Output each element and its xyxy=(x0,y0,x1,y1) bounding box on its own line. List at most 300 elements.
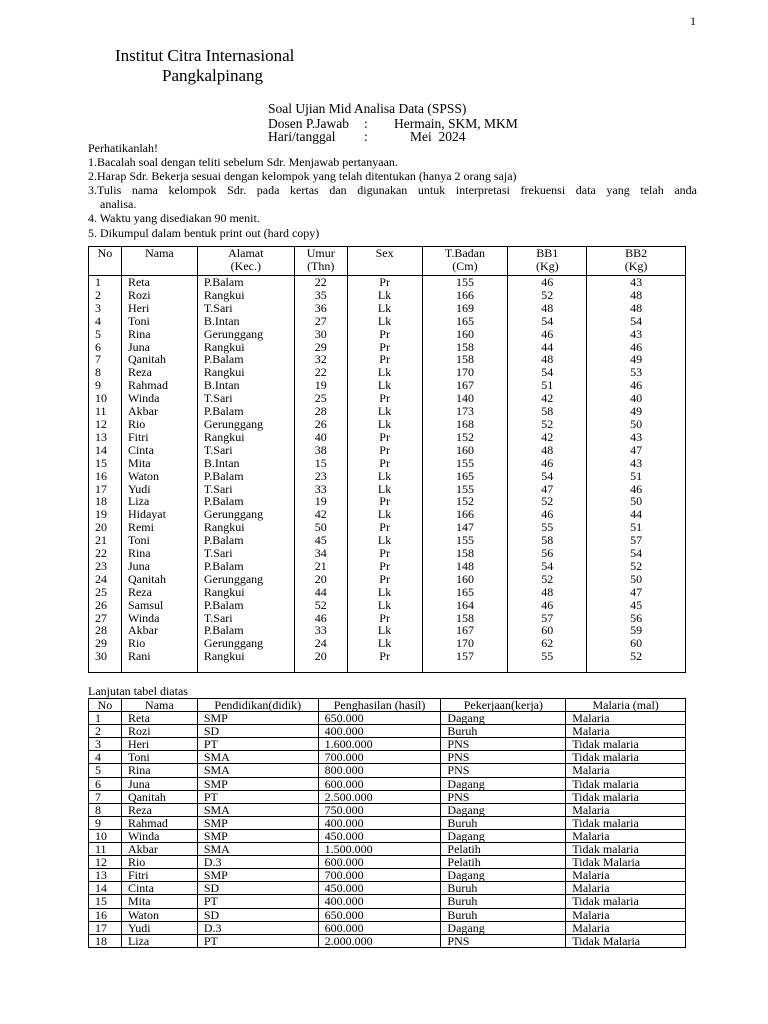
table-cell: 27 xyxy=(294,315,347,328)
table-cell: 26 xyxy=(294,418,347,431)
table-cell: Yudi xyxy=(121,921,197,934)
table-cell: 54 xyxy=(508,560,587,573)
table-cell: Lk xyxy=(347,379,422,392)
table-cell: T.Sari xyxy=(197,302,294,315)
table-cell: 158 xyxy=(422,547,508,560)
table-cell: P.Balam xyxy=(197,560,294,573)
dosen-colon: : xyxy=(364,116,368,131)
table-cell: Toni xyxy=(121,751,197,764)
table-cell: 160 xyxy=(422,573,508,586)
table-cell: 18 xyxy=(89,934,122,947)
table-cell: 23 xyxy=(294,470,347,483)
table-row xyxy=(89,289,686,302)
table-row xyxy=(89,869,686,882)
table-row xyxy=(89,431,686,444)
table-cell: 155 xyxy=(422,276,508,289)
table-cell: 400.000 xyxy=(318,725,441,738)
table-cell: Buruh xyxy=(441,895,566,908)
table-header-row xyxy=(89,699,686,712)
table-cell: 48 xyxy=(508,444,587,457)
table-cell: 48 xyxy=(587,289,686,302)
table-cell: 46 xyxy=(508,508,587,521)
table-cell: Mita xyxy=(121,457,197,470)
table-row xyxy=(89,725,686,738)
table-cell: T.Sari xyxy=(197,612,294,625)
table-row xyxy=(89,829,686,842)
table-row xyxy=(89,302,686,315)
table-row xyxy=(89,470,686,483)
table-cell: Rozi xyxy=(121,289,197,302)
table-cell: Rangkui xyxy=(197,341,294,354)
instruction-item-continued: analisa. xyxy=(100,197,137,212)
table-cell: SMA xyxy=(197,843,318,856)
table-cell: 57 xyxy=(587,534,686,547)
table-cell: 600.000 xyxy=(318,921,441,934)
table-cell: 43 xyxy=(587,431,686,444)
table-cell: 157 xyxy=(422,650,508,672)
table-cell: P.Balam xyxy=(197,624,294,637)
table-cell: Malaria xyxy=(566,869,686,882)
table-cell: 173 xyxy=(422,405,508,418)
table-cell: Gerunggang xyxy=(197,418,294,431)
column-header-unit: (Kg) xyxy=(624,259,648,273)
table-cell: 12 xyxy=(89,418,122,431)
table-cell: 44 xyxy=(587,508,686,521)
table-row xyxy=(89,650,686,672)
table-cell: Akbar xyxy=(121,843,197,856)
table-cell: 9 xyxy=(89,379,122,392)
table-cell: Toni xyxy=(121,315,197,328)
table-cell: 25 xyxy=(89,586,122,599)
table-cell: Pr xyxy=(347,547,422,560)
table-cell: 4 xyxy=(89,751,122,764)
column-header-label: Sex xyxy=(375,246,394,260)
table-cell: Pelatih xyxy=(441,856,566,869)
table-cell: 650.000 xyxy=(318,908,441,921)
table-cell: 46 xyxy=(587,483,686,496)
table-cell: Lk xyxy=(347,508,422,521)
table-cell: 140 xyxy=(422,392,508,405)
table-cell: 43 xyxy=(587,276,686,289)
table-cell: 21 xyxy=(89,534,122,547)
table-cell: B.Intan xyxy=(197,379,294,392)
table-cell: 60 xyxy=(587,637,686,650)
table-cell: 27 xyxy=(89,612,122,625)
page-number: 1 xyxy=(690,14,696,28)
continuation-table xyxy=(88,698,686,948)
table-cell: 5 xyxy=(89,328,122,341)
table-cell: Tidak malaria xyxy=(566,895,686,908)
table-cell: Rina xyxy=(121,547,197,560)
table-cell: Reza xyxy=(121,366,197,379)
table-cell: P.Balam xyxy=(197,534,294,547)
table-cell: 167 xyxy=(422,624,508,637)
table-cell: 8 xyxy=(89,803,122,816)
table-cell: Malaria xyxy=(566,829,686,842)
table-cell: Akbar xyxy=(121,405,197,418)
table-cell: 56 xyxy=(508,547,587,560)
table-cell: Rangkui xyxy=(197,650,294,672)
table-cell: Reza xyxy=(121,586,197,599)
table-cell: Pr xyxy=(347,521,422,534)
table-cell: Juna xyxy=(121,560,197,573)
table-row xyxy=(89,315,686,328)
column-header-unit: (Thn) xyxy=(307,259,335,273)
table-cell: Malaria xyxy=(566,712,686,725)
table-cell: 600.000 xyxy=(318,777,441,790)
column-header-label: Alamat xyxy=(228,246,264,260)
table-cell: 46 xyxy=(508,276,587,289)
table-cell: P.Balam xyxy=(197,470,294,483)
table-cell: 158 xyxy=(422,341,508,354)
table-row xyxy=(89,573,686,586)
column-header: No xyxy=(89,699,122,712)
table-cell: Dagang xyxy=(441,712,566,725)
table-cell: 7 xyxy=(89,790,122,803)
table-cell: SMA xyxy=(197,803,318,816)
table-cell: Pr xyxy=(347,573,422,586)
table-cell: Yudi xyxy=(121,483,197,496)
instruction-item: 5. Dikumpul dalam bentuk print out (hard copy) xyxy=(88,225,320,240)
table-cell: 10 xyxy=(89,392,122,405)
table-cell: Dagang xyxy=(441,921,566,934)
instructions-intro: Perhatikanlah! xyxy=(88,141,158,155)
table-cell: 57 xyxy=(508,612,587,625)
table-cell: 58 xyxy=(508,534,587,547)
table-cell: 158 xyxy=(422,353,508,366)
table-cell: 1.600.000 xyxy=(318,738,441,751)
table-cell: Malaria xyxy=(566,921,686,934)
table-cell: Malaria xyxy=(566,908,686,921)
table-cell: B.Intan xyxy=(197,457,294,470)
table-cell: Pr xyxy=(347,444,422,457)
table-cell: Qanitah xyxy=(121,353,197,366)
table-cell: 36 xyxy=(294,302,347,315)
table-cell: Dagang xyxy=(441,829,566,842)
table-cell: 7 xyxy=(89,353,122,366)
table-cell: Dagang xyxy=(441,803,566,816)
table-cell: 52 xyxy=(587,560,686,573)
table-row xyxy=(89,934,686,947)
table-cell: 12 xyxy=(89,856,122,869)
table-cell: 53 xyxy=(587,366,686,379)
table-cell: 6 xyxy=(89,777,122,790)
table-cell: 52 xyxy=(294,599,347,612)
column-header-unit: (Kg) xyxy=(535,259,559,273)
table-cell: Juna xyxy=(121,341,197,354)
table-cell: Pr xyxy=(347,457,422,470)
table-cell: Tidak malaria xyxy=(566,751,686,764)
table-cell: P.Balam xyxy=(197,495,294,508)
table-cell: Pr xyxy=(347,560,422,573)
table-cell: 42 xyxy=(508,392,587,405)
table-cell: 400.000 xyxy=(318,816,441,829)
column-header xyxy=(347,247,422,276)
column-header xyxy=(422,247,508,276)
table-cell: Gerunggang xyxy=(197,637,294,650)
table-cell: 54 xyxy=(587,315,686,328)
table-cell: SMP xyxy=(197,777,318,790)
table-cell: 23 xyxy=(89,560,122,573)
table-row xyxy=(89,418,686,431)
table-cell: P.Balam xyxy=(197,599,294,612)
table-cell: 51 xyxy=(508,379,587,392)
table-cell: 30 xyxy=(294,328,347,341)
table-cell: 46 xyxy=(508,457,587,470)
table-cell: 40 xyxy=(294,431,347,444)
column-header: Malaria (mal) xyxy=(566,699,686,712)
table-cell: 59 xyxy=(587,624,686,637)
table-cell: Rani xyxy=(121,650,197,672)
table-cell: 34 xyxy=(294,547,347,560)
table-cell: 52 xyxy=(508,418,587,431)
table-cell: Pr xyxy=(347,612,422,625)
table-cell: PT xyxy=(197,934,318,947)
table-cell: 55 xyxy=(508,521,587,534)
table-cell: Rangkui xyxy=(197,521,294,534)
table-cell: 19 xyxy=(294,379,347,392)
table-cell: 29 xyxy=(294,341,347,354)
table-cell: 1 xyxy=(89,276,122,289)
table-row xyxy=(89,328,686,341)
table-cell: 22 xyxy=(294,366,347,379)
table-cell: 49 xyxy=(587,405,686,418)
table-cell: 19 xyxy=(89,508,122,521)
table-cell: Pr xyxy=(347,353,422,366)
column-header xyxy=(89,247,122,276)
table-cell: 155 xyxy=(422,534,508,547)
table-cell: 152 xyxy=(422,495,508,508)
instruction-item: 3.Tulis nama kelompok Sdr. pada kertas dan digunakan untuk interpretasi frekuensi data yang telah anda xyxy=(88,183,697,198)
table-cell: Lk xyxy=(347,599,422,612)
table-cell: 54 xyxy=(587,547,686,560)
table-cell: Tidak malaria xyxy=(566,816,686,829)
table-cell: 33 xyxy=(294,624,347,637)
table-cell: Rahmad xyxy=(121,816,197,829)
table-cell: P.Balam xyxy=(197,353,294,366)
table-cell: 43 xyxy=(587,328,686,341)
table-cell: 450.000 xyxy=(318,882,441,895)
table-cell: Buruh xyxy=(441,882,566,895)
table-cell: 17 xyxy=(89,483,122,496)
table-cell: 35 xyxy=(294,289,347,302)
table-cell: Juna xyxy=(121,777,197,790)
table-cell: T.Sari xyxy=(197,547,294,560)
table-cell: SD xyxy=(197,725,318,738)
table-cell: 19 xyxy=(294,495,347,508)
table-cell: Malaria xyxy=(566,803,686,816)
table-cell: 800.000 xyxy=(318,764,441,777)
table-cell: 148 xyxy=(422,560,508,573)
column-header: Penghasilan (hasil) xyxy=(318,699,441,712)
table-cell: 54 xyxy=(508,366,587,379)
table-cell: 160 xyxy=(422,444,508,457)
table-cell: Buruh xyxy=(441,908,566,921)
instruction-item: 1.Bacalah soal dengan teliti sebelum Sdr. Menjawab pertanyaan. xyxy=(88,155,398,170)
table-cell: Qanitah xyxy=(121,573,197,586)
table-cell: Fitri xyxy=(121,431,197,444)
table-cell: D.3 xyxy=(197,921,318,934)
table-cell: 22 xyxy=(294,276,347,289)
table-cell: Winda xyxy=(121,392,197,405)
column-header-label: Umur xyxy=(306,246,335,260)
table-cell: Lk xyxy=(347,483,422,496)
table-cell: Lk xyxy=(347,586,422,599)
table-cell: Liza xyxy=(121,495,197,508)
table-cell: PNS xyxy=(441,751,566,764)
table-cell: 11 xyxy=(89,405,122,418)
table-cell: 750.000 xyxy=(318,803,441,816)
table-cell: Liza xyxy=(121,934,197,947)
table-cell: Pr xyxy=(347,341,422,354)
table-cell: 16 xyxy=(89,470,122,483)
table-cell: 14 xyxy=(89,882,122,895)
table-cell: 44 xyxy=(294,586,347,599)
table-row xyxy=(89,586,686,599)
table-cell: 14 xyxy=(89,444,122,457)
table-cell: SMP xyxy=(197,712,318,725)
table-cell: 52 xyxy=(508,573,587,586)
table-cell: 450.000 xyxy=(318,829,441,842)
table-cell: 165 xyxy=(422,470,508,483)
table-row xyxy=(89,856,686,869)
table-cell: 48 xyxy=(587,302,686,315)
table-cell: 25 xyxy=(294,392,347,405)
table-cell: 47 xyxy=(587,444,686,457)
table-cell: 24 xyxy=(294,637,347,650)
table-cell: 20 xyxy=(294,573,347,586)
table-cell: Lk xyxy=(347,624,422,637)
table-cell: Rangkui xyxy=(197,289,294,302)
table-cell: 700.000 xyxy=(318,751,441,764)
instructions xyxy=(88,141,697,240)
table-cell: Tidak Malaria xyxy=(566,934,686,947)
table-cell: 650.000 xyxy=(318,712,441,725)
table-cell: 50 xyxy=(587,418,686,431)
table-cell: 700.000 xyxy=(318,869,441,882)
table-cell: SMP xyxy=(197,829,318,842)
table-cell: Rangkui xyxy=(197,586,294,599)
instruction-item: 2.Harap Sdr. Bekerja sesuai dengan kelompok yang telah ditentukan (hanya 2 orang saja) xyxy=(88,169,517,184)
table-cell: 15 xyxy=(89,895,122,908)
table-cell: 47 xyxy=(508,483,587,496)
table-cell: Malaria xyxy=(566,882,686,895)
table-cell: 47 xyxy=(587,586,686,599)
table-cell: Lk xyxy=(347,289,422,302)
column-header xyxy=(197,247,294,276)
table-cell: PNS xyxy=(441,934,566,947)
table-row xyxy=(89,908,686,921)
table-cell: 52 xyxy=(508,495,587,508)
table-cell: 165 xyxy=(422,315,508,328)
column-header-label: BB2 xyxy=(625,246,648,260)
table-cell: 155 xyxy=(422,457,508,470)
table-cell: D.3 xyxy=(197,856,318,869)
table-cell: Pr xyxy=(347,431,422,444)
table-row xyxy=(89,777,686,790)
table-cell: Buruh xyxy=(441,725,566,738)
table-cell: Pr xyxy=(347,392,422,405)
table-row xyxy=(89,457,686,470)
table-cell: Dagang xyxy=(441,777,566,790)
table-cell: Lk xyxy=(347,470,422,483)
table-cell: 2 xyxy=(89,725,122,738)
table-cell: Reta xyxy=(121,276,197,289)
table-cell: 58 xyxy=(508,405,587,418)
table-cell: 46 xyxy=(587,379,686,392)
table-cell: Heri xyxy=(121,302,197,315)
column-header xyxy=(294,247,347,276)
table-cell: Toni xyxy=(121,534,197,547)
table-cell: 45 xyxy=(294,534,347,547)
table-cell: 45 xyxy=(587,599,686,612)
table-cell: 56 xyxy=(587,612,686,625)
table-cell: 10 xyxy=(89,829,122,842)
table-cell: 5 xyxy=(89,764,122,777)
column-header-label: BB1 xyxy=(536,246,559,260)
table-cell: 600.000 xyxy=(318,856,441,869)
column-header-unit: (Kec.) xyxy=(230,259,261,273)
table-row xyxy=(89,790,686,803)
table-cell: 18 xyxy=(89,495,122,508)
table-cell: PNS xyxy=(441,790,566,803)
table-cell: 22 xyxy=(89,547,122,560)
table-cell: 43 xyxy=(587,457,686,470)
table-cell: 167 xyxy=(422,379,508,392)
table-cell: 24 xyxy=(89,573,122,586)
exam-title: Soal Ujian Mid Analisa Data (SPSS) xyxy=(268,101,467,116)
table-cell: Pr xyxy=(347,276,422,289)
institution-name: Institut Citra Internasional xyxy=(115,46,295,65)
tanggal-colon: : xyxy=(364,129,368,144)
table-cell: 28 xyxy=(294,405,347,418)
table-cell: Winda xyxy=(121,612,197,625)
table-cell: 20 xyxy=(89,521,122,534)
table-row xyxy=(89,816,686,829)
table-cell: 9 xyxy=(89,816,122,829)
table-cell: Rio xyxy=(121,418,197,431)
table-cell: 15 xyxy=(294,457,347,470)
table-cell: 44 xyxy=(508,341,587,354)
table-row xyxy=(89,560,686,573)
table-row xyxy=(89,738,686,751)
table-cell: Gerunggang xyxy=(197,573,294,586)
table-cell: 30 xyxy=(89,650,122,672)
table-cell: 166 xyxy=(422,508,508,521)
column-header-label: No xyxy=(97,246,113,260)
table-cell: Samsul xyxy=(121,599,197,612)
table-cell: 155 xyxy=(422,483,508,496)
respondent-table xyxy=(88,246,686,673)
table-cell: 170 xyxy=(422,637,508,650)
table-cell: 46 xyxy=(294,612,347,625)
table-cell: 52 xyxy=(587,650,686,672)
table-cell: 168 xyxy=(422,418,508,431)
table-cell: T.Sari xyxy=(197,444,294,457)
table-cell: 40 xyxy=(587,392,686,405)
table-row xyxy=(89,882,686,895)
table-row xyxy=(89,276,686,289)
table-cell: Malaria xyxy=(566,725,686,738)
table-row xyxy=(89,895,686,908)
table-cell: T.Sari xyxy=(197,483,294,496)
table-cell: Cinta xyxy=(121,444,197,457)
table-cell: 147 xyxy=(422,521,508,534)
institution-city: Pangkalpinang xyxy=(162,66,264,85)
table-cell: 32 xyxy=(294,353,347,366)
table-cell: 2 xyxy=(89,289,122,302)
table-cell: P.Balam xyxy=(197,405,294,418)
